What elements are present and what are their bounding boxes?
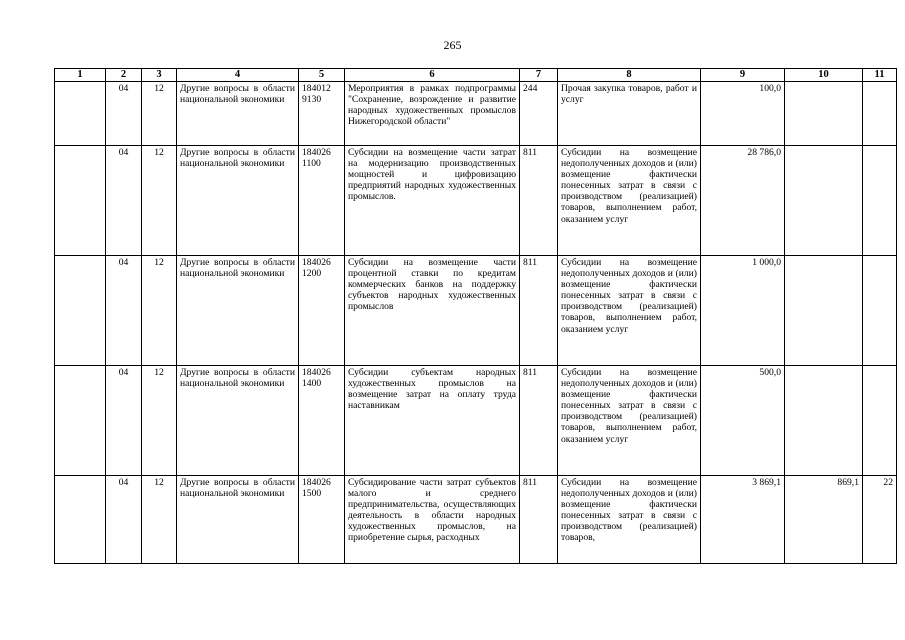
cell-section: 04	[106, 82, 142, 146]
cell-section-name: Другие вопросы в области национальной экономики	[177, 82, 299, 146]
cell-amount: 100,0	[701, 82, 785, 146]
cell-amount-col10	[785, 82, 863, 146]
cell-amount-col11	[863, 82, 897, 146]
table-row	[55, 82, 897, 146]
cell-amount-col11: 22	[863, 476, 897, 564]
cell-empty	[55, 366, 106, 476]
table-row	[55, 256, 897, 366]
cell-section-name: Другие вопросы в области национальной экономики	[177, 366, 299, 476]
column-header-6: 6	[345, 69, 520, 82]
cell-expense-type: 811	[520, 476, 558, 564]
column-header-11: 11	[863, 69, 897, 82]
cell-amount-col11	[863, 146, 897, 256]
cell-subsection: 12	[142, 82, 177, 146]
cell-purpose: Субсидии субъектам народных художественных промыслов на возмещение затрат на оплату труда наставникам	[345, 366, 520, 476]
cell-target-code: 184012 9130	[299, 82, 345, 146]
cell-target-code: 184026 1200	[299, 256, 345, 366]
cell-amount-col10	[785, 366, 863, 476]
cell-amount: 28 786,0	[701, 146, 785, 256]
cell-amount-col10	[785, 256, 863, 366]
table-row	[55, 146, 897, 256]
cell-empty	[55, 476, 106, 564]
cell-section-name: Другие вопросы в области национальной экономики	[177, 256, 299, 366]
cell-purpose: Мероприятия в рамках подпрограммы "Сохранение, возрождение и развитие народных художественных промыслов Нижегородской области"	[345, 82, 520, 146]
column-header-10: 10	[785, 69, 863, 82]
cell-purpose: Субсидирование части затрат субъектов малого и среднего предпринимательства, осуществляющих деятельность в области народных художественных промыслов, на приобретение сырья, расходных	[345, 476, 520, 564]
column-header-1: 1	[55, 69, 106, 82]
column-header-2: 2	[106, 69, 142, 82]
cell-empty	[55, 256, 106, 366]
table-header-row	[55, 69, 897, 82]
cell-amount-col10: 869,1	[785, 476, 863, 564]
cell-amount-col10	[785, 146, 863, 256]
cell-section: 04	[106, 366, 142, 476]
cell-target-code: 184026 1100	[299, 146, 345, 256]
cell-subsection: 12	[142, 476, 177, 564]
cell-amount-col11	[863, 366, 897, 476]
column-header-3: 3	[142, 69, 177, 82]
cell-amount: 3 869,1	[701, 476, 785, 564]
cell-expense-type: 811	[520, 256, 558, 366]
cell-target-code: 184026 1500	[299, 476, 345, 564]
column-header-9: 9	[701, 69, 785, 82]
cell-empty	[55, 82, 106, 146]
column-header-7: 7	[520, 69, 558, 82]
cell-amount: 500,0	[701, 366, 785, 476]
cell-empty	[55, 146, 106, 256]
column-header-8: 8	[558, 69, 701, 82]
cell-expense-name: Прочая закупка товаров, работ и услуг	[558, 82, 701, 146]
cell-expense-type: 244	[520, 82, 558, 146]
cell-expense-name: Субсидии на возмещение недополученных доходов и (или) возмещение фактически понесенных затрат в связи с производством (реализацией) товаров,	[558, 476, 701, 564]
budget-table	[54, 68, 897, 564]
table-row	[55, 476, 897, 564]
cell-expense-name: Субсидии на возмещение недополученных доходов и (или) возмещение фактически понесенных затрат в связи с производством (реализацией) товаров, выполнением работ, оказанием услуг	[558, 366, 701, 476]
cell-section: 04	[106, 476, 142, 564]
table-row	[55, 366, 897, 476]
cell-expense-type: 811	[520, 146, 558, 256]
cell-purpose: Субсидии на возмещение части затрат на модернизацию производственных мощностей и цифровизацию предприятий народных художественных промыслов.	[345, 146, 520, 256]
cell-purpose: Субсидии на возмещение части процентной ставки по кредитам коммерческих банков на поддержку субъектов народных художественных промыслов	[345, 256, 520, 366]
cell-section: 04	[106, 146, 142, 256]
cell-section-name: Другие вопросы в области национальной экономики	[177, 476, 299, 564]
column-header-5: 5	[299, 69, 345, 82]
cell-subsection: 12	[142, 146, 177, 256]
cell-expense-type: 811	[520, 366, 558, 476]
cell-expense-name: Субсидии на возмещение недополученных доходов и (или) возмещение фактически понесенных затрат в связи с производством (реализацией) товаров, выполнением работ, оказанием услуг	[558, 146, 701, 256]
page-number: 265	[443, 38, 462, 52]
cell-section: 04	[106, 256, 142, 366]
cell-subsection: 12	[142, 256, 177, 366]
cell-target-code: 184026 1400	[299, 366, 345, 476]
cell-section-name: Другие вопросы в области национальной экономики	[177, 146, 299, 256]
cell-subsection: 12	[142, 366, 177, 476]
column-header-4: 4	[177, 69, 299, 82]
cell-expense-name: Субсидии на возмещение недополученных доходов и (или) возмещение фактически понесенных затрат в связи с производством (реализацией) товаров, выполнением работ, оказанием услуг	[558, 256, 701, 366]
cell-amount-col11	[863, 256, 897, 366]
cell-amount: 1 000,0	[701, 256, 785, 366]
